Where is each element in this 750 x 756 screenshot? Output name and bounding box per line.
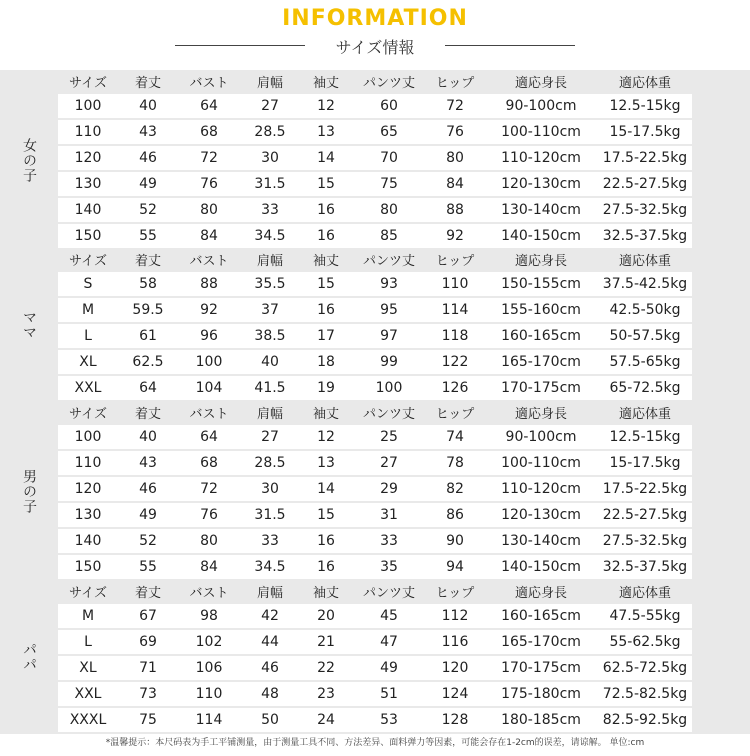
table-cell: 110	[441, 276, 469, 292]
table-cell: 100	[195, 354, 223, 370]
column-header: サイズ	[69, 585, 107, 601]
table-cell: 88	[200, 276, 218, 292]
column-header: バスト	[189, 75, 229, 91]
table-cell: 14	[317, 150, 335, 166]
table-cell: 16	[317, 228, 335, 244]
column-header: サイズ	[69, 253, 107, 269]
table-cell: 27	[380, 455, 398, 471]
table-cell: 74	[446, 429, 464, 445]
table-cell: 120	[441, 660, 469, 676]
table-cell: 130-140cm	[501, 533, 581, 549]
table-cell: 165-170cm	[501, 354, 581, 370]
column-header: 適応体重	[618, 585, 671, 601]
table-cell: 120	[74, 481, 102, 497]
table-cell: 140	[74, 202, 102, 218]
table-cell: 82	[446, 481, 464, 497]
table-cell: 48	[261, 686, 279, 702]
table-cell: 30	[261, 150, 279, 166]
column-header: 袖丈	[312, 253, 339, 269]
table-cell: XXL	[74, 380, 102, 396]
column-header: 着丈	[134, 406, 161, 422]
table-cell: 50	[261, 712, 279, 728]
table-cell: 46	[139, 150, 157, 166]
table-cell: 124	[441, 686, 469, 702]
table-cell: 68	[200, 124, 218, 140]
table-cell: 72.5-82.5kg	[602, 686, 688, 702]
column-header: 着丈	[134, 75, 161, 91]
column-header: 肩幅	[256, 585, 283, 601]
table-cell: 100-110cm	[501, 455, 581, 471]
page-subtitle: サイズ情報	[335, 38, 415, 57]
table-cell: 67	[139, 608, 157, 624]
table-cell: 62.5-72.5kg	[602, 660, 688, 676]
table-cell: 97	[380, 328, 398, 344]
column-header: サイズ	[69, 406, 107, 422]
table-cell: M	[81, 608, 95, 624]
table-cell: 42	[261, 608, 279, 624]
table-cell: 41.5	[254, 380, 286, 396]
column-header: 適応身長	[514, 585, 567, 601]
column-header: ヒップ	[435, 75, 475, 91]
table-cell: 25	[380, 429, 398, 445]
table-row	[58, 555, 692, 579]
table-cell: 13	[317, 124, 335, 140]
table-cell: 24	[317, 712, 335, 728]
page-title: INFORMATION	[282, 6, 468, 31]
table-cell: 58	[139, 276, 157, 292]
table-cell: 100-110cm	[501, 124, 581, 140]
table-cell: 27.5-32.5kg	[602, 202, 688, 218]
table-row	[58, 604, 692, 628]
table-cell: 114	[441, 302, 469, 318]
table-cell: 43	[139, 455, 157, 471]
table-cell: 14	[317, 481, 335, 497]
table-rows	[58, 604, 692, 734]
table-cell: 85	[380, 228, 398, 244]
table-cell: 94	[446, 559, 464, 575]
table-cell: 155-160cm	[501, 302, 581, 318]
column-header: 適応身長	[514, 406, 567, 422]
table-cell: 31	[380, 507, 398, 523]
table-cell: 110-120cm	[501, 150, 581, 166]
table-cell: 72	[200, 481, 218, 497]
column-header: ヒップ	[435, 406, 475, 422]
table-rows	[58, 425, 692, 581]
table-row	[58, 224, 692, 248]
column-header: 適応身長	[514, 75, 567, 91]
table-cell: 86	[446, 507, 464, 523]
table-row	[58, 350, 692, 374]
table-cell: 110	[195, 686, 223, 702]
column-header: 肩幅	[256, 75, 283, 91]
table-cell: 165-170cm	[501, 634, 581, 650]
table-cell: L	[84, 328, 92, 344]
table-cell: 160-165cm	[501, 608, 581, 624]
column-header: 適応体重	[618, 75, 671, 91]
table-cell: 72	[200, 150, 218, 166]
table-cell: S	[83, 276, 93, 292]
table-cell: 29	[380, 481, 398, 497]
table-cell: 76	[200, 176, 218, 192]
column-header: 適応体重	[618, 253, 671, 269]
table-cell: 12.5-15kg	[609, 98, 681, 114]
table-cell: 71	[139, 660, 157, 676]
table-cell: 68	[200, 455, 218, 471]
table-cell: 50-57.5kg	[609, 328, 681, 344]
table-cell: 75	[139, 712, 157, 728]
section-label-text: ママ	[21, 310, 37, 340]
table-cell: 82.5-92.5kg	[602, 712, 688, 728]
table-cell: 28.5	[254, 455, 286, 471]
column-header: 袖丈	[312, 75, 339, 91]
table-cell: 35.5	[254, 276, 286, 292]
table-rows	[58, 94, 692, 250]
column-header: ヒップ	[435, 253, 475, 269]
column-header-row	[58, 248, 692, 270]
table-cell: 17.5-22.5kg	[602, 481, 688, 497]
table-row	[58, 682, 692, 706]
table-cell: 93	[380, 276, 398, 292]
table-cell: XL	[79, 354, 97, 370]
table-cell: 112	[441, 608, 469, 624]
table-cell: 110	[74, 455, 102, 471]
table-cell: 16	[317, 202, 335, 218]
table-row	[58, 477, 692, 501]
section-label-text: 女の子	[21, 137, 37, 183]
table-row	[58, 708, 692, 732]
table-cell: 70	[380, 150, 398, 166]
section-papa	[0, 580, 750, 734]
section-boys	[0, 401, 750, 581]
table-cell: 32.5-37.5kg	[602, 228, 688, 244]
section-label	[0, 70, 58, 250]
table-row	[58, 298, 692, 322]
table-cell: 49	[380, 660, 398, 676]
table-cell: 22	[317, 660, 335, 676]
table-cell: 120	[74, 150, 102, 166]
section-label-text: パパ	[21, 642, 37, 672]
table-cell: 19	[317, 380, 335, 396]
table-cell: 15	[317, 276, 335, 292]
table-cell: 22.5-27.5kg	[602, 507, 688, 523]
table-row	[58, 324, 692, 348]
table-cell: 120-130cm	[501, 176, 581, 192]
table-cell: 30	[261, 481, 279, 497]
table-cell: 45	[380, 608, 398, 624]
table-cell: 140-150cm	[501, 228, 581, 244]
section-label	[0, 580, 58, 734]
column-header: 袖丈	[312, 406, 339, 422]
table-cell: 23	[317, 686, 335, 702]
table-cell: 84	[200, 559, 218, 575]
table-cell: 47.5-55kg	[609, 608, 681, 624]
table-cell: 61	[139, 328, 157, 344]
table-cell: 46	[139, 481, 157, 497]
table-cell: 32.5-37.5kg	[602, 559, 688, 575]
table-cell: 16	[317, 302, 335, 318]
section-label	[0, 248, 58, 402]
table-cell: 59.5	[132, 302, 164, 318]
table-cell: 64	[200, 429, 218, 445]
table-row	[58, 198, 692, 222]
table-cell: 57.5-65kg	[609, 354, 681, 370]
table-cell: 160-165cm	[501, 328, 581, 344]
column-header: パンツ丈	[362, 253, 415, 269]
table-cell: 150-155cm	[501, 276, 581, 292]
table-cell: M	[81, 302, 95, 318]
table-cell: 69	[139, 634, 157, 650]
table-cell: 35	[380, 559, 398, 575]
table-cell: 28.5	[254, 124, 286, 140]
table-cell: 15	[317, 176, 335, 192]
section-girls	[0, 70, 750, 250]
table-cell: 130	[74, 507, 102, 523]
table-cell: 21	[317, 634, 335, 650]
table-cell: 114	[195, 712, 223, 728]
column-header-row	[58, 401, 692, 423]
table-cell: 140-150cm	[501, 559, 581, 575]
table-cell: 84	[446, 176, 464, 192]
table-row	[58, 376, 692, 400]
table-cell: 180-185cm	[501, 712, 581, 728]
table-cell: XXL	[74, 686, 102, 702]
table-cell: 150	[74, 228, 102, 244]
table-cell: 99	[380, 354, 398, 370]
table-cell: 92	[200, 302, 218, 318]
column-header-row	[58, 580, 692, 602]
table-row	[58, 272, 692, 296]
table-cell: 95	[380, 302, 398, 318]
table-cell: 15-17.5kg	[609, 124, 681, 140]
table-cell: 62.5	[132, 354, 164, 370]
table-cell: 150	[74, 559, 102, 575]
table-row	[58, 451, 692, 475]
table-row	[58, 146, 692, 170]
column-header: 肩幅	[256, 253, 283, 269]
table-cell: 76	[446, 124, 464, 140]
table-cell: 16	[317, 533, 335, 549]
table-cell: 55	[139, 559, 157, 575]
table-cell: 52	[139, 202, 157, 218]
column-header: 着丈	[134, 253, 161, 269]
table-cell: 27	[261, 98, 279, 114]
table-cell: 78	[446, 455, 464, 471]
column-header: 適応体重	[618, 406, 671, 422]
table-cell: XXXL	[69, 712, 107, 728]
column-header: バスト	[189, 253, 229, 269]
table-cell: 17.5-22.5kg	[602, 150, 688, 166]
table-rows	[58, 272, 692, 402]
table-cell: 31.5	[254, 507, 286, 523]
table-cell: 118	[441, 328, 469, 344]
table-cell: 96	[200, 328, 218, 344]
table-cell: 46	[261, 660, 279, 676]
table-cell: 65	[380, 124, 398, 140]
table-row	[58, 503, 692, 527]
table-cell: 106	[195, 660, 223, 676]
table-cell: 55-62.5kg	[609, 634, 681, 650]
column-header: 適応身長	[514, 253, 567, 269]
table-cell: 53	[380, 712, 398, 728]
column-header: バスト	[189, 585, 229, 601]
column-header: パンツ丈	[362, 406, 415, 422]
table-cell: 90-100cm	[505, 429, 577, 445]
table-cell: 122	[441, 354, 469, 370]
table-cell: 126	[441, 380, 469, 396]
table-cell: 130	[74, 176, 102, 192]
table-cell: 34.5	[254, 559, 286, 575]
table-cell: 116	[441, 634, 469, 650]
table-cell: 12	[317, 98, 335, 114]
footer-note: *温馨提示：本尺码表为手工平铺测量，由于测量工具不同、方法差异、面料弹力等因素，可能会存在1-2cm的误差，请谅解。 单位:cm	[105, 738, 645, 748]
table-cell: 88	[446, 202, 464, 218]
table-cell: 90-100cm	[505, 98, 577, 114]
table-cell: 37	[261, 302, 279, 318]
table-row	[58, 656, 692, 680]
table-cell: 110	[74, 124, 102, 140]
column-header-row	[58, 70, 692, 92]
table-row	[58, 94, 692, 118]
column-header: パンツ丈	[362, 585, 415, 601]
table-cell: 110-120cm	[501, 481, 581, 497]
table-cell: 12.5-15kg	[609, 429, 681, 445]
table-cell: 20	[317, 608, 335, 624]
table-row	[58, 529, 692, 553]
table-cell: 18	[317, 354, 335, 370]
table-cell: 27	[261, 429, 279, 445]
table-cell: 130-140cm	[501, 202, 581, 218]
table-cell: 73	[139, 686, 157, 702]
table-cell: 12	[317, 429, 335, 445]
table-cell: 27.5-32.5kg	[602, 533, 688, 549]
table-cell: 102	[195, 634, 223, 650]
table-cell: 33	[261, 533, 279, 549]
table-cell: 17	[317, 328, 335, 344]
column-header: サイズ	[69, 75, 107, 91]
section-label-text: 男の子	[21, 468, 37, 514]
table-cell: XL	[79, 660, 97, 676]
table-cell: 13	[317, 455, 335, 471]
table-cell: 64	[200, 98, 218, 114]
table-cell: 31.5	[254, 176, 286, 192]
table-row	[58, 172, 692, 196]
table-cell: 128	[441, 712, 469, 728]
column-header: 着丈	[134, 585, 161, 601]
table-cell: 60	[380, 98, 398, 114]
section-mama	[0, 248, 750, 402]
table-cell: 34.5	[254, 228, 286, 244]
column-header: バスト	[189, 406, 229, 422]
table-cell: 40	[261, 354, 279, 370]
table-cell: 55	[139, 228, 157, 244]
section-label	[0, 401, 58, 581]
table-cell: 52	[139, 533, 157, 549]
table-cell: 170-175cm	[501, 380, 581, 396]
column-header: 肩幅	[256, 406, 283, 422]
table-cell: 76	[200, 507, 218, 523]
column-header: 袖丈	[312, 585, 339, 601]
table-cell: 100	[74, 98, 102, 114]
table-cell: 40	[139, 98, 157, 114]
table-cell: 84	[200, 228, 218, 244]
table-row	[58, 120, 692, 144]
table-cell: 120-130cm	[501, 507, 581, 523]
table-cell: 64	[139, 380, 157, 396]
table-cell: 98	[200, 608, 218, 624]
table-cell: 92	[446, 228, 464, 244]
table-cell: L	[84, 634, 92, 650]
table-cell: 90	[446, 533, 464, 549]
table-cell: 100	[375, 380, 403, 396]
table-cell: 51	[380, 686, 398, 702]
table-cell: 80	[446, 150, 464, 166]
table-cell: 75	[380, 176, 398, 192]
table-cell: 16	[317, 559, 335, 575]
table-cell: 38.5	[254, 328, 286, 344]
table-row	[58, 630, 692, 654]
table-cell: 33	[380, 533, 398, 549]
table-cell: 33	[261, 202, 279, 218]
table-cell: 42.5-50kg	[609, 302, 681, 318]
table-cell: 44	[261, 634, 279, 650]
table-cell: 80	[380, 202, 398, 218]
table-cell: 49	[139, 507, 157, 523]
column-header: パンツ丈	[362, 75, 415, 91]
table-cell: 15-17.5kg	[609, 455, 681, 471]
table-cell: 22.5-27.5kg	[602, 176, 688, 192]
column-header: ヒップ	[435, 585, 475, 601]
table-cell: 15	[317, 507, 335, 523]
table-row	[58, 425, 692, 449]
divider-right	[445, 45, 575, 46]
table-cell: 40	[139, 429, 157, 445]
table-cell: 140	[74, 533, 102, 549]
table-cell: 170-175cm	[501, 660, 581, 676]
table-cell: 37.5-42.5kg	[602, 276, 688, 292]
table-cell: 47	[380, 634, 398, 650]
table-cell: 80	[200, 202, 218, 218]
table-cell: 72	[446, 98, 464, 114]
table-cell: 65-72.5kg	[609, 380, 681, 396]
table-cell: 43	[139, 124, 157, 140]
table-cell: 100	[74, 429, 102, 445]
table-cell: 49	[139, 176, 157, 192]
table-cell: 80	[200, 533, 218, 549]
table-cell: 175-180cm	[501, 686, 581, 702]
table-cell: 104	[195, 380, 223, 396]
